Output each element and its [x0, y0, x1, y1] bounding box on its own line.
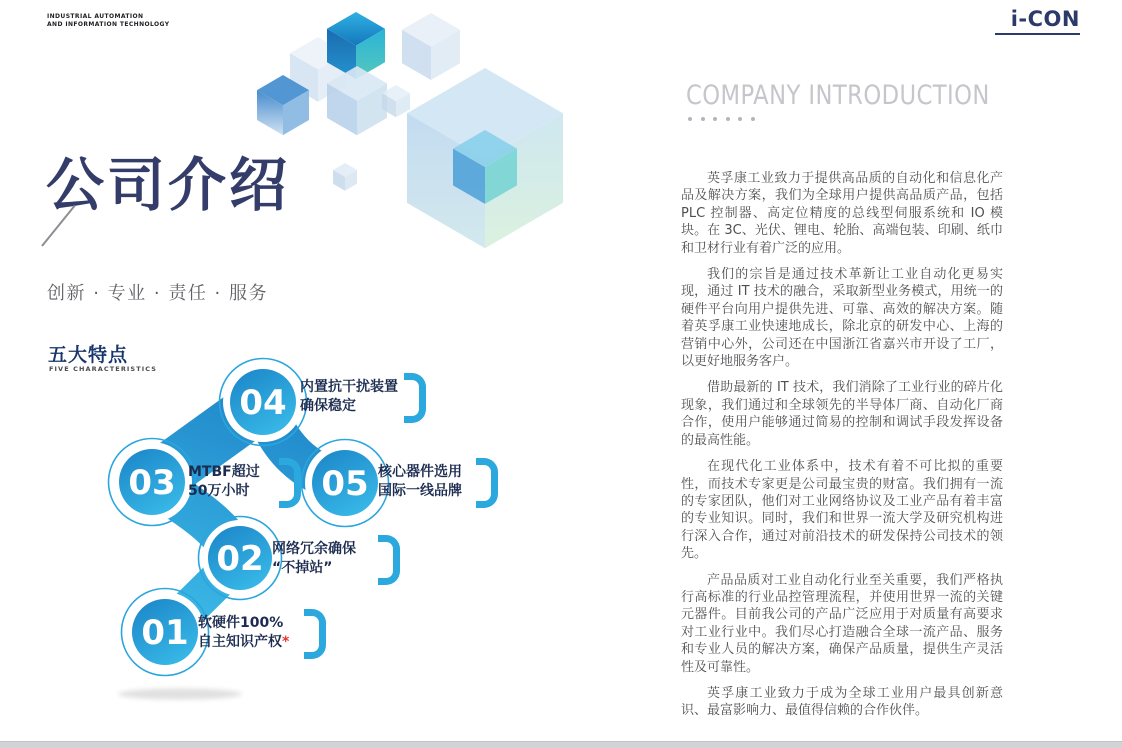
feature-02-line2: “不掉站”: [272, 560, 333, 576]
feature-number: 05: [321, 464, 369, 505]
feature-circle-04: [220, 359, 307, 446]
company-logo: [995, 7, 1080, 31]
feature-05-line1: 核心器件选用: [378, 464, 462, 480]
feature-01-line2: [198, 633, 310, 652]
intro-paragraph: 借助最新的 IT 技术，我们消除了工业行业的碎片化现象，我们通过和全球领先的半导体厂商、自动化厂商合作，使用户能够通过简易的控制和调试手段发挥设备的最高性能。: [681, 380, 1003, 448]
feature-01-line1: 软硬件100%: [198, 615, 284, 631]
diagram-shadow: [118, 689, 242, 700]
dot-icon: [688, 117, 692, 121]
company-introduction-text: [681, 170, 1003, 729]
feature-01-line2-text: 自主知识产权: [198, 634, 282, 650]
feature-label-03: [188, 463, 285, 501]
intro-paragraph: 英孚康工业致力于提供高品质的自动化和信息化产品及解决方案，我们为全球用户提供高品质产品，包括 PLC 控制器、高定位精度的总线型伺服系统和 IO 模块。在 3C、光伏、锂电、轮胎、高端包装、印刷、纸巾和卫材行业有着广泛的应用。: [681, 171, 1003, 256]
feature-label-05: [378, 463, 482, 501]
feature-circle-02: [199, 517, 282, 600]
dot-icon: [701, 117, 705, 121]
page-title: 公司介绍: [46, 151, 291, 219]
brand-tagline-line1: INDUSTRIAL AUTOMATION: [47, 13, 144, 20]
feature-label-02: [272, 540, 384, 578]
heading-dots: [688, 117, 755, 121]
dot-icon: [713, 117, 717, 121]
logo-underline: [995, 33, 1080, 35]
feature-number: 04: [239, 383, 287, 424]
intro-paragraph: 我们的宗旨是通过技术革新让工业自动化更易实现，通过 IT 技术的融合，采取新型业务模式，用统一的硬件平台向用户提供先进、可靠、高效的解决方案。随着英孚康工业快速地成长，除北京的研发中心、上海的营销中心外，公司还在中国浙江省嘉兴市开设了工厂，以更好地服务客户。: [681, 267, 1003, 370]
feature-number: 02: [216, 539, 264, 580]
feature-04-line1: 内置抗干扰装置: [300, 379, 398, 395]
dot-icon: [726, 117, 730, 121]
dot-icon: [751, 117, 755, 121]
feature-04-line2: 确保稳定: [300, 398, 356, 414]
feature-label-01: [198, 614, 310, 652]
section-heading: COMPANY INTRODUCTION: [686, 80, 990, 111]
feature-03-line1: MTBF超过: [188, 464, 260, 480]
feature-circle-01: [122, 589, 209, 676]
feature-circle-05: [302, 440, 389, 527]
dot-icon: [738, 117, 742, 121]
feature-number: 01: [141, 613, 189, 654]
brand-tagline-line2: AND INFORMATION TECHNOLOGY: [47, 21, 170, 28]
feature-label-04: [300, 378, 410, 416]
cubes-graphic: [250, 0, 580, 260]
feature-03-line2: 50万小时: [188, 483, 250, 499]
intro-paragraph: 英孚康工业致力于成为全球工业用户最具创新意识、最富影响力、最值得信赖的合作伙伴。: [681, 685, 1003, 719]
features-heading: 五大特点: [48, 344, 129, 366]
logo-text: i-CON: [1010, 7, 1080, 31]
feature-circle-03: [109, 439, 196, 526]
feature-01-asterisk: *: [282, 634, 290, 650]
features-subheading: FIVE CHARACTERISTICS: [49, 365, 158, 373]
brand-tagline: [47, 13, 169, 29]
feature-02-line1: 网络冗余确保: [272, 541, 356, 557]
footer-bar: [0, 741, 1122, 748]
company-motto: 创新 · 专业 · 责任 · 服务: [47, 283, 268, 304]
intro-paragraph: 产品品质对工业自动化行业至关重要，我们严格执行高标准的行业品控管理流程，并使用世界一流的关键元器件。目前我公司的产品广泛应用于对质量有高要求对工业行业中。我们尽心打造融合全球一流产品、服务和专业人员的解决方案，确保产品质量，提供生产灵活性及可靠性。: [681, 572, 1003, 675]
intro-paragraph: 在现代化工业体系中，技术有着不可比拟的重要性，而技术专家更是公司最宝贵的财富。我们拥有一流的专家团队，他们对工业网络协议及工业产品有着丰富的专业知识。同时，我们和世界一流大学及研究机构进行深入合作，通过对前沿技术的研发保持公司技术的领先。: [681, 459, 1003, 562]
feature-05-line2: 国际一线品牌: [378, 483, 462, 499]
feature-number: 03: [128, 463, 176, 504]
